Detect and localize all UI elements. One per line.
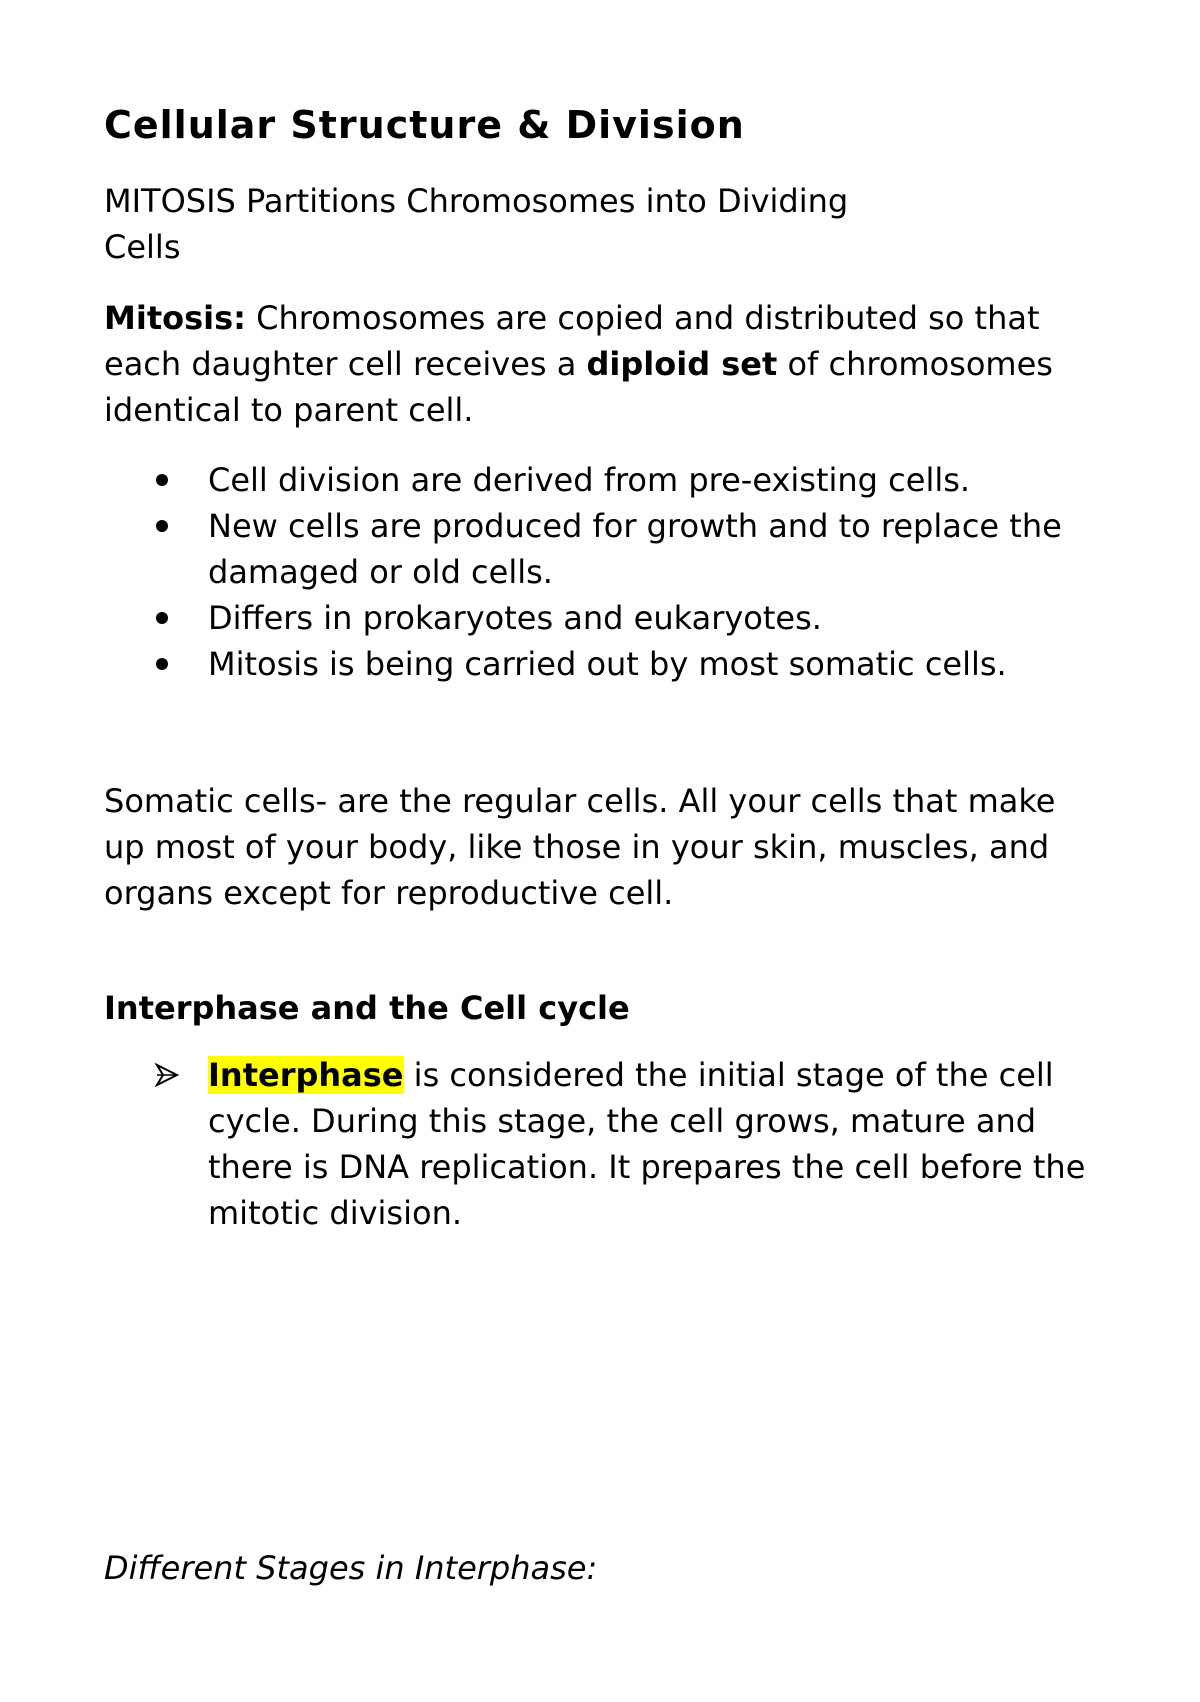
- interphase-description: is considered the initial stage of the cell cycle. During this stage, the cell grows, mature and there is DNA replication. It prepares the cell before the mitotic division.: [208, 1056, 1086, 1232]
- definition-text-after: of chromosomes identical to parent cell.: [104, 345, 1053, 429]
- definition-text-before: Chromosomes are copied and distributed so that each daughter cell receives a: [104, 299, 1040, 383]
- bullet-dot-icon: [156, 658, 168, 670]
- mitosis-definition: [104, 295, 1064, 433]
- interphase-section-heading: Interphase and the Cell cycle: [104, 989, 630, 1027]
- bullet-text: New cells are produced for growth and to replace the damaged or old cells.: [208, 507, 1062, 591]
- bullet-item: [104, 595, 1104, 641]
- cell-division-bullet-list: [104, 457, 1104, 687]
- bullet-dot-icon: [156, 612, 168, 624]
- interphase-arrow-list: [104, 1052, 1104, 1236]
- bullet-item: [104, 457, 1104, 503]
- bullet-text: Differs in prokaryotes and eukaryotes.: [208, 599, 822, 637]
- somatic-cells-paragraph: Somatic cells- are the regular cells. All your cells that make up most of your body, like those in your skin, muscles, and organs except for reproductive cell.: [104, 782, 1056, 912]
- interphase-highlighted-term: Interphase: [208, 1056, 404, 1094]
- bullet-text: Mitosis is being carried out by most somatic cells.: [208, 645, 1007, 683]
- bullet-item: [104, 641, 1104, 687]
- definition-term: Mitosis:: [104, 299, 246, 337]
- definition-emphasis: diploid set: [586, 345, 778, 383]
- stages-heading: Different Stages in Interphase:: [104, 1549, 598, 1587]
- bullet-item: [104, 503, 1104, 595]
- arrowhead-bullet-icon: [154, 1063, 180, 1087]
- document-subtitle: MITOSIS Partitions Chromosomes into Dividing Cells: [104, 182, 849, 266]
- bullet-dot-icon: [156, 474, 168, 486]
- bullet-text: Cell division are derived from pre-existing cells.: [208, 461, 971, 499]
- interphase-list-item: [104, 1052, 1104, 1236]
- bullet-dot-icon: [156, 520, 168, 532]
- document-title: Cellular Structure & Division: [104, 103, 745, 147]
